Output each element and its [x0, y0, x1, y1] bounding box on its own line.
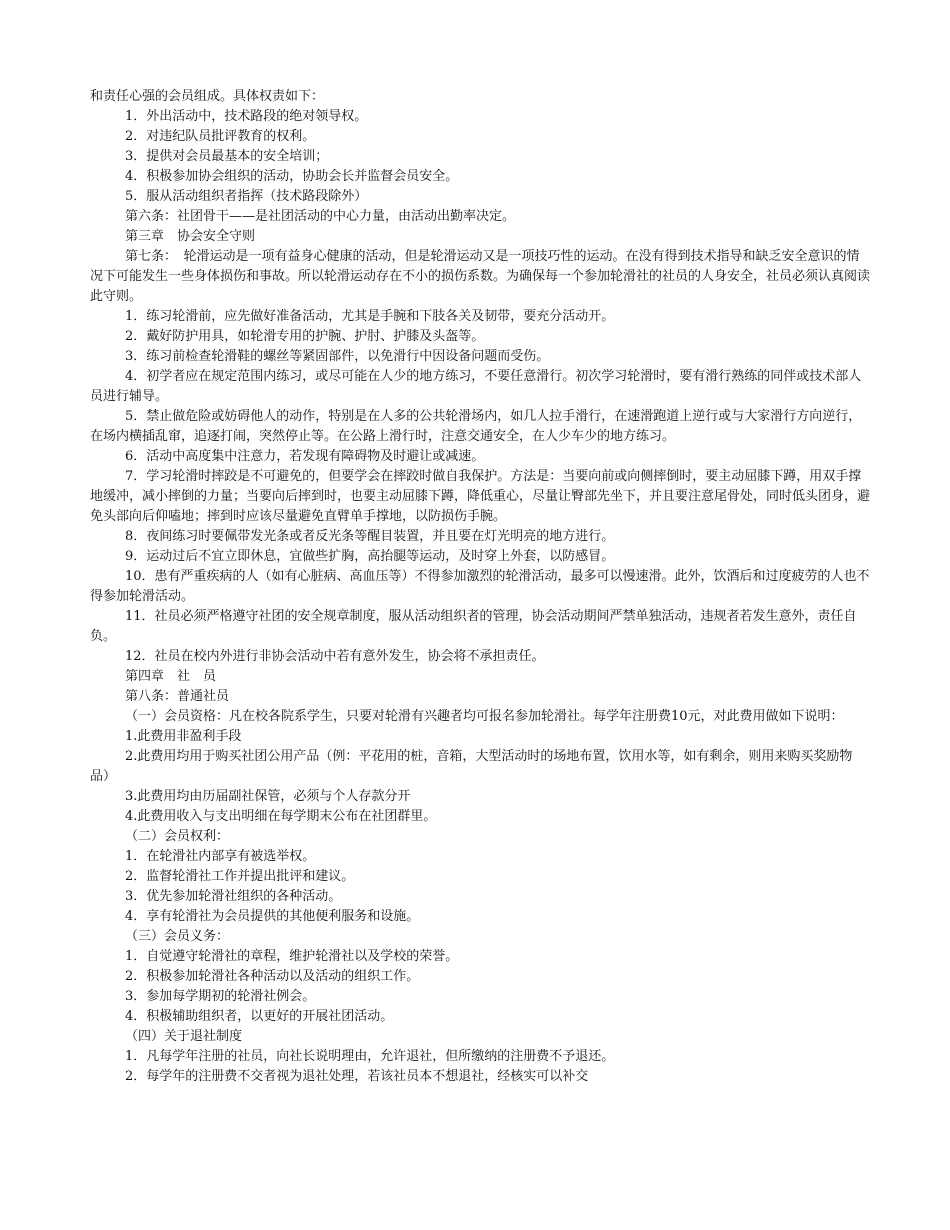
paragraph: 第四章 社 员: [125, 669, 217, 684]
paragraph: 6．活动中高度集中注意力，若发现有障碍物及时避让或减速。: [125, 449, 485, 464]
paragraph: 7．学习轮滑时摔跤是不可避免的，但要学会在摔跤时做自我保护。方法是：当要向前或向侧摔倒时，要主动屈膝下蹲，用双手撑地缓冲，减小摔倒的力量；当要向后摔到时，也要主动屈膝下蹲，降低重心，尽量让臀部先坐下，并且要注意尾骨处，同时低头团身，避免头部向后仰嗑地；摔到时应该尽量避免直臂单手撑地，以防损伤手腕。: [90, 469, 871, 524]
paragraph: 和责任心强的会员组成。具体权责如下：: [90, 89, 325, 104]
paragraph: 3.此费用均由历届副社保管，必须与个人存款分开: [125, 789, 411, 804]
paragraph: （二）会员权利：: [125, 829, 230, 844]
paragraph: 第七条： 轮滑运动是一项有益身心健康的活动，但是轮滑运动又是一项技巧性的运动。在没有得到技术指导和缺乏安全意识的情况下可能发生一些身体损伤和事故。所以轮滑运动存在不小的损伤系数。为确保每一个参加轮滑社的社员的人身安全，社员必须认真阅读此守则。: [90, 249, 871, 304]
paragraph: 2．每学年的注册费不交者视为退社处理，若该社员本不想退社，经核实可以补交: [125, 1069, 589, 1084]
paragraph: 1．凡每学年注册的社员，向社长说明理由，允许退社，但所缴纳的注册费不予退还。: [125, 1049, 615, 1064]
paragraph: （三）会员义务：: [125, 929, 230, 944]
document-body: [90, 87, 870, 1087]
paragraph: 8．夜间练习时要佩带发光条或者反光条等醒目装置，并且要在灯光明亮的地方进行。: [125, 529, 615, 544]
paragraph: 2．监督轮滑社工作并提出批评和建议。: [125, 869, 355, 884]
paragraph: 1．自觉遵守轮滑社的章程，维护轮滑社以及学校的荣誉。: [125, 949, 459, 964]
paragraph: 4．初学者应在规定范围内练习，或尽可能在人少的地方练习，不要任意滑行。初次学习轮滑时，要有滑行熟练的同伴或技术部人员进行辅导。: [90, 369, 862, 404]
paragraph: 第三章 协会安全守则: [125, 229, 256, 244]
paragraph: 2．对违纪队员批评教育的权利。: [125, 129, 316, 144]
paragraph: 5．禁止做危险或妨碍他人的动作，特别是在人多的公共轮滑场内，如几人拉手滑行，在速滑跑道上逆行或与大家滑行方向逆行，在场内横插乱窜，追逐打闹，突然停止等。在公路上滑行时，注意交通安全，在人少车少的地方练习。: [90, 409, 862, 444]
paragraph: 4.此费用收入与支出明细在每学期末公布在社团群里。: [125, 809, 437, 824]
paragraph: 2.此费用均用于购买社团公用产品（例：平花用的桩，音箱，大型活动时的场地布置，饮用水等，如有剩余，则用来购买奖励物品）: [90, 749, 853, 784]
paragraph: 12．社员在校内外进行非协会活动中若有意外发生，协会将不承担责任。: [125, 649, 545, 664]
paragraph: （四）关于退社制度: [125, 1029, 243, 1044]
paragraph: 4．享有轮滑社为会员提供的其他便利服务和设施。: [125, 909, 420, 924]
paragraph: 11．社员必须严格遵守社团的安全规章制度，服从活动组织者的管理，协会活动期间严禁单独活动，违规者若发生意外，责任自负。: [90, 609, 857, 644]
paragraph: 9．运动过后不宜立即休息，宜做些扩胸，高抬腿等运动，及时穿上外套，以防感冒。: [125, 549, 615, 564]
paragraph: 1.此费用非盈利手段: [125, 729, 242, 744]
paragraph: 10．患有严重疾病的人（如有心脏病、高血压等）不得参加激烈的轮滑活动，最多可以慢速滑。此外，饮酒后和过度疲劳的人也不得参加轮滑活动。: [90, 569, 870, 604]
paragraph: 4．积极参加协会组织的活动，协助会长并监督会员安全。: [125, 169, 459, 184]
paragraph: 3．优先参加轮滑社组织的各种活动。: [125, 889, 342, 904]
paragraph: （一）会员资格：凡在校各院系学生，只要对轮滑有兴趣者均可报名参加轮滑社。每学年注册费10元，对此费用做如下说明：: [125, 709, 844, 724]
paragraph: 2．积极参加轮滑社各种活动以及活动的组织工作。: [125, 969, 420, 984]
paragraph: 3．参加每学期初的轮滑社例会。: [125, 989, 316, 1004]
paragraph: 第六条：社团骨干——是社团活动的中心力量，由活动出勤率决定。: [125, 209, 516, 224]
paragraph: 3．提供对会员最基本的安全培训；: [125, 149, 329, 164]
paragraph: 5．服从活动组织者指挥（技术路段除外）: [125, 189, 368, 204]
paragraph: 1．外出活动中，技术路段的绝对领导权。: [125, 109, 368, 124]
paragraph: 1．在轮滑社内部享有被选举权。: [125, 849, 316, 864]
paragraph: 第八条：普通社员: [125, 689, 230, 704]
paragraph: 2．戴好防护用具，如轮滑专用的护腕、护肘、护膝及头盔等。: [125, 329, 485, 344]
paragraph: 4．积极辅助组织者，以更好的开展社团活动。: [125, 1009, 394, 1024]
paragraph: 1．练习轮滑前，应先做好准备活动，尤其是手腕和下肢各关及韧带，要充分活动开。: [125, 309, 615, 324]
paragraph: 3．练习前检查轮滑鞋的螺丝等紧固部件，以免滑行中因设备问题而受伤。: [125, 349, 550, 364]
